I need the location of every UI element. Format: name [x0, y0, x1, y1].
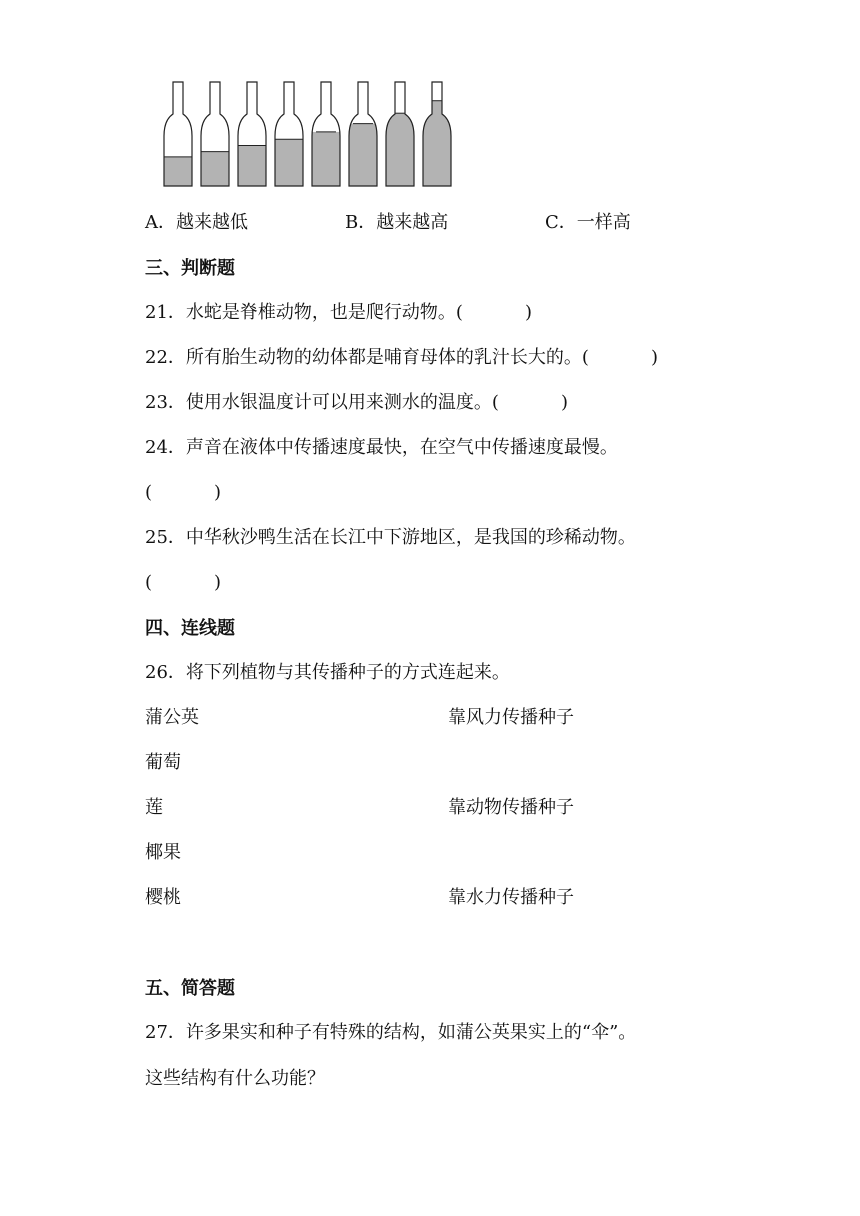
option-c	[545, 210, 631, 236]
question-25	[145, 525, 636, 551]
q23-close: )	[560, 392, 568, 413]
bottle-water	[310, 132, 342, 186]
section3-title: 三、判断题	[145, 258, 235, 279]
bottle-water	[236, 145, 268, 186]
option-c-text: 一样高	[576, 212, 631, 233]
q23-num: 23．	[145, 392, 186, 413]
q24-num: 24．	[145, 437, 186, 458]
question-25-answer	[145, 570, 221, 596]
question-24	[145, 435, 618, 461]
option-a-text: 越来越低	[176, 212, 248, 233]
plant-item: 樱桃	[145, 887, 181, 908]
method-item: 靠水力传播种子	[448, 887, 574, 908]
question-23	[145, 390, 568, 416]
q24-open: (	[145, 482, 153, 503]
question-24-answer	[145, 480, 221, 506]
option-c-letter: C．	[545, 212, 577, 233]
section4-title: 四、连线题	[145, 618, 235, 639]
q25-open: (	[145, 572, 153, 593]
bottle-water	[384, 113, 416, 186]
bottle-water	[199, 152, 231, 186]
plant-item: 椰果	[145, 842, 181, 863]
bottles-figure	[160, 78, 460, 190]
option-a-letter: A．	[145, 212, 176, 233]
question-27: 27．许多果实和种子有特殊的结构，如蒲公英果实上的“伞”。	[145, 1022, 637, 1043]
q22-text: 所有胎生动物的幼体都是哺育母体的乳汁长大的。(	[185, 347, 589, 368]
plant-item: 蒲公英	[145, 707, 199, 728]
option-b-text: 越来越高	[376, 212, 449, 233]
section5-title: 五、简答题	[145, 978, 235, 999]
q25-num: 25．	[145, 527, 186, 548]
question-21	[145, 300, 532, 326]
plant-item: 葡萄	[145, 752, 181, 773]
option-a	[145, 210, 248, 236]
q24-text: 声音在液体中传播速度最快，在空气中传播速度最慢。	[185, 437, 618, 458]
q25-text: 中华秋沙鸭生活在长江中下游地区，是我国的珍稀动物。	[185, 527, 636, 548]
q22-num: 22．	[145, 347, 186, 368]
q22-close: )	[650, 347, 658, 368]
q21-close: )	[524, 302, 532, 323]
q21-num: 21．	[145, 302, 186, 323]
bottle-water	[273, 139, 305, 186]
bottle-water	[421, 101, 453, 186]
method-item: 靠动物传播种子	[448, 797, 574, 818]
question-26: 26．将下列植物与其传播种子的方式连起来。	[145, 662, 510, 683]
q23-text: 使用水银温度计可以用来测水的温度。(	[185, 392, 499, 413]
question-22	[145, 345, 658, 371]
q24-close: )	[214, 482, 222, 503]
bottle-water	[347, 124, 379, 186]
q21-text: 水蛇是脊椎动物，也是爬行动物。(	[185, 302, 463, 323]
q25-close: )	[214, 572, 222, 593]
option-b-letter: B．	[345, 212, 377, 233]
option-b	[345, 210, 448, 236]
question-27-cont: 这些结构有什么功能？	[145, 1068, 325, 1089]
plant-item: 莲	[145, 797, 163, 818]
method-item: 靠风力传播种子	[448, 707, 574, 728]
bottle-water	[162, 157, 194, 186]
